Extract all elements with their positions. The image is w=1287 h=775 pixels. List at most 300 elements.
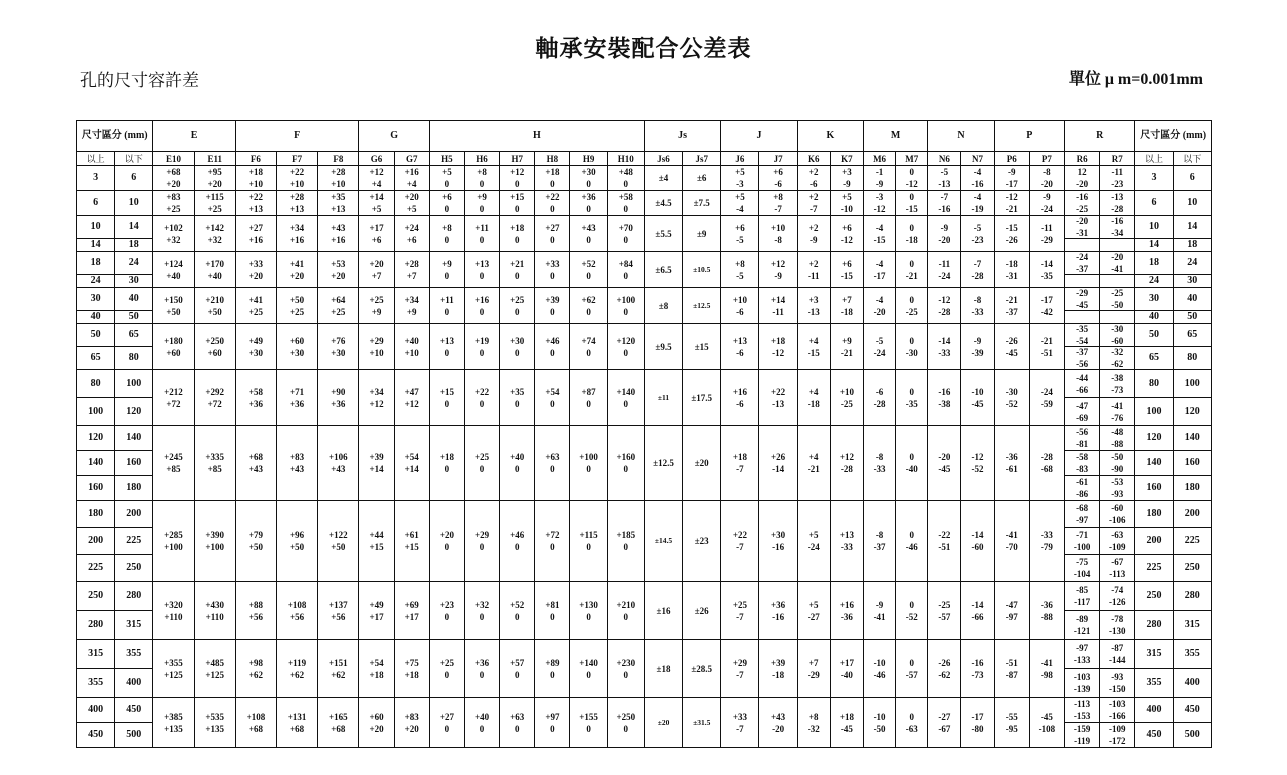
cell-value: -17 xyxy=(1005,179,1018,189)
cell-js6: ±16 xyxy=(644,582,682,640)
cell-value: -139 xyxy=(1073,684,1091,694)
cell-value: -7 xyxy=(973,258,982,269)
cell-h5 xyxy=(429,426,464,501)
cell-p7 xyxy=(1029,324,1064,370)
cell-value: +50 xyxy=(290,294,305,305)
cell-m7 xyxy=(896,370,928,426)
cell-value: +5 xyxy=(808,530,819,540)
cell-value: 0 xyxy=(550,270,555,281)
cell-value: +24 xyxy=(404,222,419,233)
cell-value: +320 xyxy=(164,599,183,610)
cell-h8 xyxy=(535,324,570,370)
cell-js7: ±20 xyxy=(683,426,721,501)
cell-value: -11 xyxy=(938,258,951,269)
cell-value: +34 xyxy=(290,222,305,233)
cell-value: +62 xyxy=(581,294,596,305)
size-from: 200 xyxy=(77,528,115,555)
cell-n7 xyxy=(961,501,994,582)
cell-value: -7 xyxy=(736,464,744,474)
cell-n7 xyxy=(961,216,994,252)
cell-p7 xyxy=(1029,288,1064,324)
cell-value: -30 xyxy=(905,347,918,358)
size-to: 40 xyxy=(115,288,153,311)
cell-value: +15 xyxy=(404,542,419,552)
cell-p6 xyxy=(994,191,1029,216)
cell-j7 xyxy=(759,698,797,748)
cell-h5 xyxy=(429,166,464,191)
cell-value: -10 xyxy=(971,386,984,397)
cell-value: +36 xyxy=(581,192,596,202)
cell-value: -32 xyxy=(807,723,820,734)
cell-value: +430 xyxy=(205,599,225,610)
cell-j7 xyxy=(759,191,797,216)
cell-value: +36 xyxy=(290,398,305,409)
cell-value: +5 xyxy=(371,204,382,214)
cell-value: -144 xyxy=(1109,655,1126,665)
cell-value: +11 xyxy=(475,222,489,233)
cell-value: -61 xyxy=(1005,464,1018,474)
cell-value: 0 xyxy=(550,542,555,552)
cell-f6 xyxy=(235,582,276,640)
cell-value: +36 xyxy=(771,599,786,610)
size-range-header-right: 尺寸區分 (mm) xyxy=(1135,121,1212,152)
cell-value: -16 xyxy=(971,657,984,668)
cell-value: +60 xyxy=(166,347,181,358)
cell-n7 xyxy=(961,426,994,501)
cell-value: -33 xyxy=(971,306,984,317)
cell-value: +385 xyxy=(164,711,183,722)
cell-value: 0 xyxy=(479,611,485,622)
cell-value: +485 xyxy=(205,657,225,668)
column-header-h5: H5 xyxy=(429,152,464,166)
cell-value: -16 xyxy=(938,204,951,214)
cell-value: +170 xyxy=(205,258,225,269)
cell-value: +98 xyxy=(248,657,263,668)
size-to-right: 10 xyxy=(1173,191,1211,216)
cell-value: -17 xyxy=(1040,294,1053,305)
cell-value: 0 xyxy=(586,234,591,245)
cell-h10 xyxy=(607,166,644,191)
cell-k6 xyxy=(797,640,830,698)
cell-value: +12 xyxy=(404,398,419,409)
cell-n6 xyxy=(928,288,961,324)
cell-value: -46 xyxy=(905,542,918,552)
cell-m7 xyxy=(896,501,928,582)
cell-value: +160 xyxy=(616,452,636,462)
cell-js6: ±4 xyxy=(644,166,682,191)
size-to: 200 xyxy=(115,501,153,528)
cell-value: +14 xyxy=(369,192,384,202)
cell-value: +124 xyxy=(164,258,183,269)
cell-m7 xyxy=(896,324,928,370)
cell-value: -81 xyxy=(1076,439,1089,449)
cell-value: -113 xyxy=(1109,569,1126,579)
size-to-right: 140 xyxy=(1173,426,1211,451)
cell-value: +6 xyxy=(406,234,417,245)
cell-value: +18 xyxy=(439,452,454,462)
cell-value: 0 xyxy=(479,464,485,474)
cell-value: -9 xyxy=(940,222,949,233)
cell-value: -63 xyxy=(1111,530,1124,540)
cell-m6 xyxy=(863,324,895,370)
cell-p6 xyxy=(994,582,1029,640)
cell-j6 xyxy=(721,252,759,288)
cell-m7 xyxy=(896,191,928,216)
size-sub-header-left-from: 以上 xyxy=(77,152,115,166)
cell-value: +5 xyxy=(406,204,417,214)
cell-h10 xyxy=(607,501,644,582)
cell-value: -41 xyxy=(1040,657,1053,668)
cell-e11 xyxy=(194,166,235,191)
cell-h5 xyxy=(429,252,464,288)
cell-value: -9 xyxy=(875,599,884,610)
table-row xyxy=(77,582,1212,611)
cell-value: +250 xyxy=(616,711,636,722)
cell-value: -12 xyxy=(905,179,918,189)
cell-value: 0 xyxy=(586,179,591,189)
cell-r7 xyxy=(1100,476,1135,501)
cell-value: -25 xyxy=(1076,204,1089,214)
cell-value: +72 xyxy=(166,398,181,409)
cell-value: 0 xyxy=(623,542,629,552)
cell-h5 xyxy=(429,288,464,324)
cell-p6 xyxy=(994,216,1029,252)
cell-value: 0 xyxy=(514,347,520,358)
cell-value: +52 xyxy=(510,599,525,610)
cell-value: -57 xyxy=(905,669,918,680)
size-to: 140 xyxy=(115,426,153,451)
cell-value: +25 xyxy=(510,294,525,305)
cell-g7 xyxy=(394,288,429,324)
cell-m7 xyxy=(896,698,928,748)
cell-value: +4 xyxy=(808,335,819,346)
cell-value: +81 xyxy=(545,599,560,610)
cell-value: +95 xyxy=(207,167,222,177)
cell-value: -53 xyxy=(1111,477,1124,487)
cell-value: -39 xyxy=(971,347,984,358)
cell-value: -7 xyxy=(736,723,744,734)
size-to: 24 xyxy=(115,252,153,275)
cell-r7 xyxy=(1100,501,1135,528)
size-from: 3 xyxy=(77,166,115,191)
cell-g6 xyxy=(359,252,394,288)
cell-j6 xyxy=(721,501,759,582)
cell-e11 xyxy=(194,288,235,324)
cell-value: -10 xyxy=(873,657,886,668)
cell-j6 xyxy=(721,191,759,216)
cell-h8 xyxy=(535,191,570,216)
cell-m7 xyxy=(896,252,928,288)
cell-value: -54 xyxy=(1076,336,1089,346)
cell-value: +62 xyxy=(290,669,305,680)
cell-js7: ±10.5 xyxy=(683,252,721,288)
cell-value: -12 xyxy=(772,347,785,358)
cell-value: -28 xyxy=(938,306,951,317)
cell-value: +30 xyxy=(510,335,525,346)
cell-js7: ±12.5 xyxy=(683,288,721,324)
size-to-right: 200 xyxy=(1173,501,1211,528)
cell-value: +75 xyxy=(404,657,419,668)
cell-value: 0 xyxy=(550,611,555,622)
cell-value: +16 xyxy=(331,234,346,245)
cell-value: -30 xyxy=(1111,324,1124,334)
cell-value: +18 xyxy=(732,452,747,462)
cell-e11 xyxy=(194,191,235,216)
cell-j7 xyxy=(759,216,797,252)
cell-r6 xyxy=(1065,311,1100,324)
cell-value: +22 xyxy=(474,386,490,397)
table-row xyxy=(77,370,1212,398)
cell-n6 xyxy=(928,640,961,698)
cell-r7 xyxy=(1100,311,1135,324)
cell-value: -23 xyxy=(1111,179,1124,189)
cell-value: +151 xyxy=(329,657,348,668)
cell-g7 xyxy=(394,216,429,252)
cell-value: -87 xyxy=(1111,643,1124,653)
group-header-m: M xyxy=(863,121,927,152)
cell-value: +18 xyxy=(510,222,525,233)
cell-p7 xyxy=(1029,166,1064,191)
cell-value: +18 xyxy=(369,669,384,680)
size-from-right: 200 xyxy=(1135,528,1173,555)
cell-value: +13 xyxy=(248,204,263,214)
cell-j7 xyxy=(759,166,797,191)
cell-r6 xyxy=(1065,698,1100,723)
cell-value: -31 xyxy=(1076,228,1089,238)
cell-value: +29 xyxy=(474,530,490,540)
cell-j6 xyxy=(721,216,759,252)
cell-g7 xyxy=(394,640,429,698)
cell-value: 0 xyxy=(909,167,914,177)
cell-value: -15 xyxy=(873,234,886,245)
cell-value: +28 xyxy=(331,167,346,177)
cell-value: +50 xyxy=(207,306,222,317)
cell-value: -6 xyxy=(736,398,744,409)
cell-value: +30 xyxy=(771,530,786,540)
cell-n6 xyxy=(928,166,961,191)
cell-value: -17 xyxy=(873,270,886,281)
cell-n6 xyxy=(928,216,961,252)
cell-js6: ±5.5 xyxy=(644,216,682,252)
column-header-j7: J7 xyxy=(759,152,797,166)
cell-value: -18 xyxy=(772,669,785,680)
cell-value: -52 xyxy=(971,464,984,474)
size-from-right: 315 xyxy=(1135,640,1173,669)
cell-value: -21 xyxy=(905,270,918,281)
cell-value: +50 xyxy=(248,542,263,552)
cell-h8 xyxy=(535,252,570,288)
cell-value: 0 xyxy=(479,204,485,214)
cell-h6 xyxy=(464,166,499,191)
cell-value: +34 xyxy=(369,386,384,397)
cell-value: 0 xyxy=(623,204,629,214)
cell-value: -69 xyxy=(1076,412,1089,423)
cell-value: +13 xyxy=(331,204,346,214)
size-from: 250 xyxy=(77,582,115,611)
cell-f6 xyxy=(235,191,276,216)
cell-js7: ±17.5 xyxy=(683,370,721,426)
cell-value: +210 xyxy=(616,599,636,610)
cell-value: +120 xyxy=(616,335,636,346)
cell-value: +7 xyxy=(406,270,417,281)
cell-value: +44 xyxy=(369,530,384,540)
cell-h6 xyxy=(464,501,499,582)
cell-value: 0 xyxy=(479,306,485,317)
cell-value: -88 xyxy=(1040,611,1053,622)
cell-k7 xyxy=(830,166,863,191)
cell-r7 xyxy=(1100,324,1135,347)
cell-value: -12 xyxy=(1005,192,1018,202)
cell-value: +17 xyxy=(404,611,419,622)
cell-value: -78 xyxy=(1111,614,1124,624)
size-from: 24 xyxy=(77,275,115,288)
cell-f7 xyxy=(277,191,318,216)
cell-value: +58 xyxy=(618,192,633,202)
cell-value: -21 xyxy=(840,347,853,358)
column-header-m6: M6 xyxy=(863,152,895,166)
cell-value: 0 xyxy=(444,270,450,281)
cell-r6 xyxy=(1065,288,1100,311)
cell-f6 xyxy=(235,324,276,370)
cell-value: +25 xyxy=(732,599,747,610)
cell-value: 0 xyxy=(623,611,629,622)
cell-value: +43 xyxy=(290,464,305,474)
cell-value: -21 xyxy=(1040,335,1053,346)
cell-value: 0 xyxy=(550,398,555,409)
cell-p7 xyxy=(1029,501,1064,582)
cell-value: -88 xyxy=(1111,439,1124,449)
cell-value: +20 xyxy=(369,723,384,734)
cell-h8 xyxy=(535,640,570,698)
cell-value: -52 xyxy=(905,611,918,622)
cell-h8 xyxy=(535,166,570,191)
cell-value: -45 xyxy=(938,464,951,474)
cell-value: -37 xyxy=(873,542,886,552)
cell-value: +20 xyxy=(207,179,222,189)
cell-value: -20 xyxy=(772,723,785,734)
cell-f7 xyxy=(277,698,318,748)
cell-value: 0 xyxy=(514,306,520,317)
cell-value: -6 xyxy=(736,306,744,317)
cell-value: +15 xyxy=(510,192,525,202)
cell-g6 xyxy=(359,698,394,748)
cell-value: +39 xyxy=(771,657,786,668)
size-from-right: 24 xyxy=(1135,275,1173,288)
cell-r6 xyxy=(1065,528,1100,555)
size-to: 315 xyxy=(115,611,153,640)
cell-g7 xyxy=(394,252,429,288)
cell-value: +2 xyxy=(808,222,819,233)
cell-r7 xyxy=(1100,370,1135,398)
size-from: 280 xyxy=(77,611,115,640)
cell-value: +3 xyxy=(808,294,819,305)
cell-js6: ±6.5 xyxy=(644,252,682,288)
cell-value: -33 xyxy=(938,347,951,358)
cell-h7 xyxy=(500,191,535,216)
cell-m6 xyxy=(863,252,895,288)
cell-p7 xyxy=(1029,370,1064,426)
size-from: 315 xyxy=(77,640,115,669)
cell-value: -103 xyxy=(1073,672,1091,682)
cell-r6 xyxy=(1065,426,1100,451)
cell-value: +355 xyxy=(164,657,183,668)
cell-j7 xyxy=(759,370,797,426)
cell-value: -130 xyxy=(1109,626,1126,636)
cell-value: +6 xyxy=(842,258,852,269)
size-from-right: 50 xyxy=(1135,324,1173,347)
table-row xyxy=(77,252,1212,275)
column-header-r6: R6 xyxy=(1065,152,1100,166)
cell-value: -9 xyxy=(774,270,782,281)
cell-value: +49 xyxy=(369,599,384,610)
cell-value: 0 xyxy=(479,347,485,358)
cell-value: +60 xyxy=(290,335,305,346)
cell-r6 xyxy=(1065,582,1100,611)
cell-value: -11 xyxy=(1111,167,1124,177)
size-to: 180 xyxy=(115,476,153,501)
cell-value: +68 xyxy=(248,452,263,462)
cell-value: +62 xyxy=(248,669,263,680)
cell-value: -5 xyxy=(736,234,744,245)
cell-p7 xyxy=(1029,698,1064,748)
cell-value: +13 xyxy=(474,258,490,269)
cell-value: -16 xyxy=(1111,216,1124,226)
cell-value: +20 xyxy=(290,270,305,281)
cell-value: +22 xyxy=(771,386,786,397)
table-row xyxy=(77,426,1212,451)
cell-value: +28 xyxy=(404,258,419,269)
cell-value: +10 xyxy=(404,347,419,358)
cell-value: -42 xyxy=(1040,306,1053,317)
cell-h9 xyxy=(570,370,607,426)
cell-value: +108 xyxy=(287,599,307,610)
cell-value: -108 xyxy=(1038,723,1056,734)
cell-k7 xyxy=(830,640,863,698)
cell-value: +390 xyxy=(205,530,225,540)
cell-value: +25 xyxy=(248,306,263,317)
cell-value: +33 xyxy=(732,711,747,722)
cell-value: -93 xyxy=(1111,672,1124,682)
cell-j6 xyxy=(721,640,759,698)
cell-value: +69 xyxy=(404,599,419,610)
cell-h10 xyxy=(607,582,644,640)
cell-value: +165 xyxy=(329,711,348,722)
cell-f7 xyxy=(277,582,318,640)
group-header-r: R xyxy=(1065,121,1135,152)
cell-value: -90 xyxy=(1111,464,1124,474)
cell-value: +32 xyxy=(166,234,181,245)
cell-value: -21 xyxy=(807,464,820,474)
size-to: 50 xyxy=(115,311,153,324)
cell-p7 xyxy=(1029,191,1064,216)
cell-value: -28 xyxy=(1040,452,1053,462)
cell-p6 xyxy=(994,501,1029,582)
cell-value: +46 xyxy=(510,530,525,540)
cell-k7 xyxy=(830,216,863,252)
cell-g6 xyxy=(359,426,394,501)
cell-value: -11 xyxy=(1041,222,1053,233)
cell-value: -73 xyxy=(971,669,984,680)
cell-value: +17 xyxy=(369,222,384,233)
cell-value: -4 xyxy=(973,167,982,177)
cell-value: -5 xyxy=(736,270,744,281)
size-from-right: 225 xyxy=(1135,555,1173,582)
cell-h6 xyxy=(464,288,499,324)
cell-value: -98 xyxy=(1040,669,1053,680)
cell-value: +96 xyxy=(290,530,305,540)
cell-value: 0 xyxy=(909,530,914,540)
cell-value: -75 xyxy=(1076,557,1089,567)
